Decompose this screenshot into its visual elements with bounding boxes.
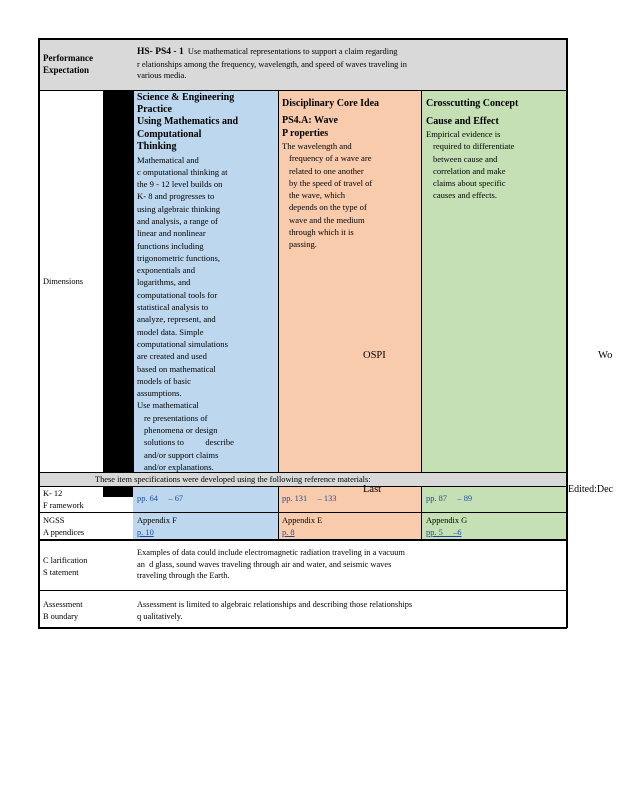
sep-body-line: computational tools for xyxy=(137,289,218,300)
black-bar xyxy=(103,90,133,472)
appendix-title: Appendix G xyxy=(426,516,468,525)
ccc-subheading: Cause and Effect xyxy=(426,116,499,127)
dci-bullet-line: depends on the type of xyxy=(289,202,367,213)
column-divider xyxy=(278,90,279,472)
clarification-label xyxy=(43,555,87,578)
sep-body xyxy=(137,154,277,400)
ccc-bullet-line: causes and effects. xyxy=(433,190,498,201)
dci-bullet-line: wave and the medium xyxy=(289,214,365,225)
appendix-sep xyxy=(137,515,177,538)
row-divider xyxy=(38,512,567,513)
sep-subheading-line: Thinking xyxy=(137,141,177,152)
last-edited-label: Last xyxy=(363,484,382,495)
table-border-right xyxy=(566,38,568,628)
clarification-line: Examples of data could include electromagnetic radiation traveling in a vacuum xyxy=(137,548,405,557)
column-divider xyxy=(133,90,134,472)
dci-bullet xyxy=(282,140,418,251)
assessment-label xyxy=(43,599,83,622)
column-divider xyxy=(421,90,422,472)
pe-text-line: r elationships among the frequency, wavelength, and speed of waves traveling in xyxy=(137,59,407,69)
label-line: Assessment xyxy=(43,600,83,609)
sep-bullet-line: re presentations of xyxy=(144,412,208,423)
sep-body-line: exponentials and xyxy=(137,265,195,276)
sep-heading xyxy=(137,92,277,116)
dci-heading: Disciplinary Core Idea xyxy=(282,98,380,109)
framework-ccc-pages[interactable]: pp. 87 – 89 xyxy=(426,494,473,503)
sep-bullet xyxy=(137,399,277,473)
framework-sep-pages[interactable]: pp. 64 – 67 xyxy=(137,494,184,503)
ccc-bullet-line: Empirical evidence is xyxy=(426,129,501,139)
sep-body-line: K- 8 and progresses to xyxy=(137,191,215,202)
dimensions-label: Dimensions xyxy=(43,277,84,286)
dci-bullet-line: related to one another xyxy=(289,165,364,176)
performance-expectation-label xyxy=(43,53,93,76)
appendix-dci xyxy=(282,515,322,538)
label-line: K- 12 xyxy=(43,489,63,498)
assessment-line: Assessment is limited to algebraic relationships and describing those relationships xyxy=(137,600,413,609)
framework-black-mark xyxy=(103,486,133,497)
dci-bullet-line: through which it is xyxy=(289,227,354,238)
sep-body-line: c omputational thinking at xyxy=(137,166,228,177)
assessment-line: q ualitatively. xyxy=(137,611,183,621)
appendix-ccc xyxy=(426,515,467,538)
sep-subheading-line: Computational xyxy=(137,128,202,140)
row-divider xyxy=(38,90,567,91)
sep-column-text xyxy=(137,92,277,473)
ccc-column-text xyxy=(426,97,562,202)
sep-body-line: based on mathematical xyxy=(137,363,216,374)
sep-body-line: and analysis, a range of xyxy=(137,215,218,226)
row-divider xyxy=(38,590,567,591)
row-divider xyxy=(38,539,567,541)
dci-bullet-line: frequency of a wave are xyxy=(289,153,372,164)
appendix-page-link[interactable]: pp. 5 –6 xyxy=(426,527,462,537)
dci-bullet-line: the wave, which xyxy=(289,190,346,201)
clarification-line: traveling through the Earth. xyxy=(137,571,230,580)
row-divider xyxy=(38,486,567,487)
label-line: F ramework xyxy=(43,500,84,510)
appendix-page-link[interactable]: p. 10 xyxy=(137,527,154,537)
edited-date-fragment: Edited:Dec xyxy=(568,484,613,495)
sep-body-line: the 9 - 12 level builds on xyxy=(137,179,223,190)
sep-heading-line: Science & Engineering xyxy=(137,92,235,103)
appendix-page-link[interactable]: p. 8 xyxy=(282,527,295,537)
column-divider xyxy=(278,486,279,539)
dci-subheading-line: PS4.A: Wave xyxy=(282,115,338,126)
row-divider xyxy=(38,472,567,473)
page-edge-fragment: Wo xyxy=(598,350,613,361)
table-border-top xyxy=(38,38,567,40)
dci-bullet-line: by the speed of travel of xyxy=(289,177,373,188)
sep-heading-line: Practice xyxy=(137,104,172,115)
label-line: S tatement xyxy=(43,567,79,577)
sep-body-line: statistical analysis to xyxy=(137,302,209,313)
sep-body-line: computational simulations xyxy=(137,338,228,349)
pe-text-line: various media. xyxy=(137,71,187,80)
appendices-label xyxy=(43,515,84,538)
sep-bullet-line: and/or support claims xyxy=(144,449,219,460)
column-divider xyxy=(421,486,422,539)
sep-body-line: using algebraic thinking xyxy=(137,203,221,214)
ccc-bullet-line: required to differentiate xyxy=(433,141,515,152)
ccc-bullet-line: correlation and make xyxy=(433,165,506,176)
sep-body-line: functions including xyxy=(137,240,204,251)
dci-column-text xyxy=(282,97,418,251)
framework-label xyxy=(43,488,84,511)
sep-bullet-line: phenomena or design xyxy=(144,425,218,436)
appendix-title: Appendix F xyxy=(137,516,177,525)
standard-code: HS- PS4 - 1 xyxy=(137,47,184,57)
label-line: A ppendices xyxy=(43,527,85,537)
sep-body-line: model data. Simple xyxy=(137,326,204,337)
sep-bullet-line: Use mathematical xyxy=(137,400,199,411)
assessment-text xyxy=(137,599,412,622)
ccc-heading: Crosscutting Concept xyxy=(426,98,519,109)
sep-subheading xyxy=(137,116,277,154)
sep-subheading-line: Using Mathematics and xyxy=(137,116,239,127)
clarification-line: an d glass, sound waves traveling through air and water, and seismic waves xyxy=(137,559,392,569)
ccc-bullet-line: claims about specific xyxy=(433,178,506,189)
dci-bullet-line: passing. xyxy=(289,239,317,250)
table-border-bottom xyxy=(38,627,567,629)
label-line: C larification xyxy=(43,556,88,565)
sep-body-line: logarithms, and xyxy=(137,277,191,288)
ccc-bullet-line: between cause and xyxy=(433,153,498,164)
dci-subheading xyxy=(282,115,418,140)
sep-bullet-line: solutions to describe xyxy=(144,437,234,448)
label-line: Expectation xyxy=(43,64,89,75)
sep-body-line: assumptions. xyxy=(137,388,182,399)
ccc-bullet xyxy=(426,128,562,202)
label-line: Performance xyxy=(43,53,93,63)
label-line: B oundary xyxy=(43,611,79,621)
reference-note: These item specifications were developed using the following reference materials: xyxy=(95,475,371,484)
clarification-text xyxy=(137,547,405,582)
dci-subheading-line: P roperties xyxy=(282,127,329,139)
sep-body-line: Mathematical and xyxy=(137,154,199,165)
dci-bullet-line: The wavelength and xyxy=(282,141,352,151)
table-border-left xyxy=(38,38,40,628)
ospi-watermark: OSPI xyxy=(363,350,386,361)
sep-body-line: analyze, represent, and xyxy=(137,314,216,325)
sep-body-line: trigonometric functions, xyxy=(137,252,221,263)
sep-body-line: linear and nonlinear xyxy=(137,228,206,239)
sep-bullet-line: and/or explanations. xyxy=(144,461,214,472)
sep-body-line: models of basic xyxy=(137,375,191,386)
framework-dci-pages[interactable]: pp. 131 – 133 xyxy=(282,494,337,503)
performance-expectation-text xyxy=(137,46,417,82)
appendix-title: Appendix E xyxy=(282,516,323,525)
label-line: NGSS xyxy=(43,516,65,525)
sep-body-line: are created and used xyxy=(137,351,207,362)
pe-text-line: Use mathematical representations to support a claim regarding xyxy=(187,47,398,56)
